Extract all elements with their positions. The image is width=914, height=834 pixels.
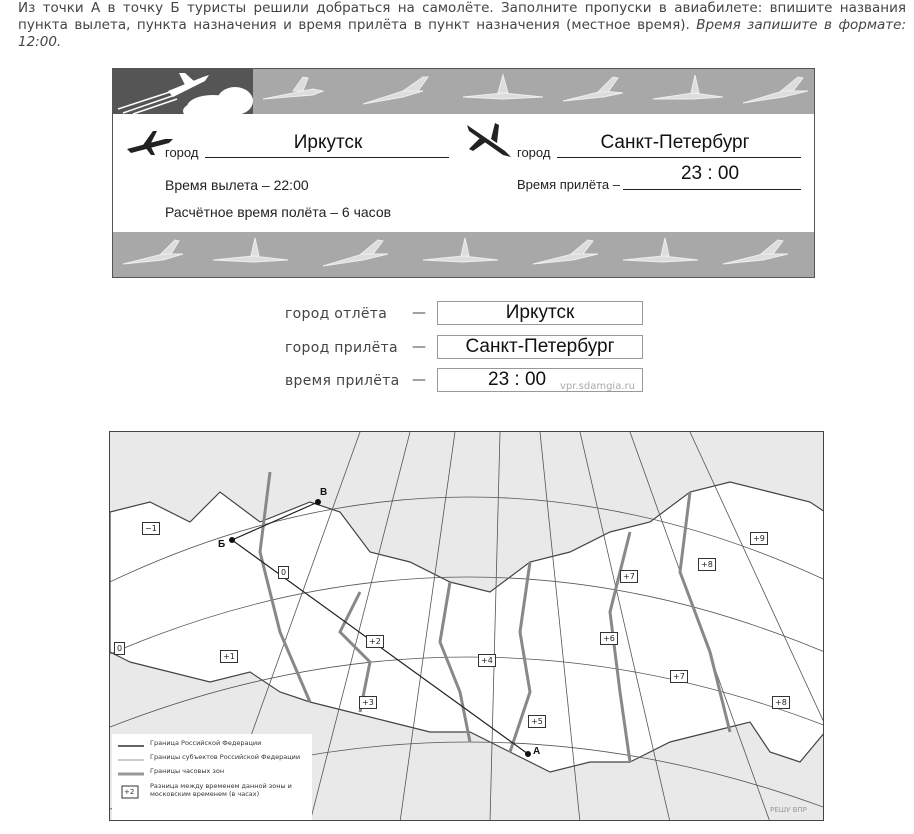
from-city-value: Иркутск — [293, 132, 363, 153]
air-ticket — [112, 68, 815, 278]
arrival-city-dash: — — [412, 339, 426, 355]
task-format-hint: Время запишите в формате: 12:00. — [18, 17, 906, 50]
zone-badge: +9 — [750, 532, 768, 545]
arrival-city-label: город прилёта — [285, 340, 398, 356]
map-copyright: РЕШУ ВПР — [770, 806, 807, 814]
departure-city-dash: — — [412, 305, 426, 321]
ticket-top-band — [113, 69, 814, 114]
legend-item: Границы субъектов Российской Федерации — [150, 753, 301, 761]
zone-badge: +3 — [359, 696, 377, 709]
from-city-label: город — [165, 145, 199, 160]
to-city-value: Санкт-Петербург — [600, 132, 750, 153]
plane-pattern-bottom — [113, 232, 815, 277]
zone-badge: +8 — [772, 696, 790, 709]
map-graphic — [110, 432, 824, 821]
arrival-time-input[interactable]: 23 : 00 — [437, 368, 643, 392]
to-city-line — [557, 157, 801, 158]
to-city-label: город — [517, 145, 551, 160]
zone-badge: +5 — [528, 715, 546, 728]
ticket-logo-corner — [113, 69, 253, 114]
arrival-plane-icon — [465, 121, 511, 161]
point-b-label: Б — [218, 539, 226, 550]
zone-badge: +2 — [366, 635, 384, 648]
zone-badge: −1 — [142, 522, 160, 535]
flight-duration-text: Расчётное время полёта – 6 часов — [165, 204, 392, 220]
task-instruction: Из точки А в точку Б туристы решили добраться на самолёте. Заполните пропуски в авиабилете: впишите названия пункта вылета, пункта назначения и время прилёта в пункт назначения (местное время). — [18, 0, 906, 33]
time-zone-map — [109, 431, 824, 821]
zone-badge: +4 — [478, 654, 496, 667]
legend-item: Граница Российской Федерации — [150, 739, 262, 747]
arrival-city-input[interactable]: Санкт-Петербург — [437, 335, 643, 359]
departure-city-input[interactable]: Иркутск — [437, 301, 643, 325]
arrival-time-line — [623, 189, 801, 190]
plane-pattern-top — [253, 69, 815, 114]
from-city-line — [205, 157, 449, 158]
ticket-bottom-band — [113, 232, 814, 277]
arrival-time-form-label: время прилёта — [285, 373, 400, 389]
arrival-time-label: Время прилёта – — [517, 177, 620, 192]
point-v-label: В — [320, 487, 328, 498]
point-a-label: А — [533, 746, 541, 757]
zone-badge: +6 — [600, 632, 618, 645]
departure-city-label: город отлёта — [285, 306, 388, 322]
task-text — [18, 0, 906, 51]
arrival-time-value: 23 : 00 — [680, 163, 740, 184]
legend-sample-badge: +2 — [124, 788, 135, 796]
watermark: vpr.sdamgia.ru — [560, 381, 635, 392]
zone-badge: 0 — [278, 566, 289, 579]
legend-item: Разница между временем данной зоны и московским временем (в часах) — [150, 782, 292, 798]
zone-badge: +1 — [220, 650, 238, 663]
legend-item: Границы часовых зон — [150, 767, 225, 775]
zone-badge: +7 — [620, 570, 638, 583]
arrival-time-dash: — — [412, 372, 426, 388]
departure-time-text: Время вылета – 22:00 — [165, 177, 309, 193]
zone-badge: 0 — [114, 642, 125, 655]
zone-badge: +7 — [670, 670, 688, 683]
zone-badge: +8 — [698, 558, 716, 571]
